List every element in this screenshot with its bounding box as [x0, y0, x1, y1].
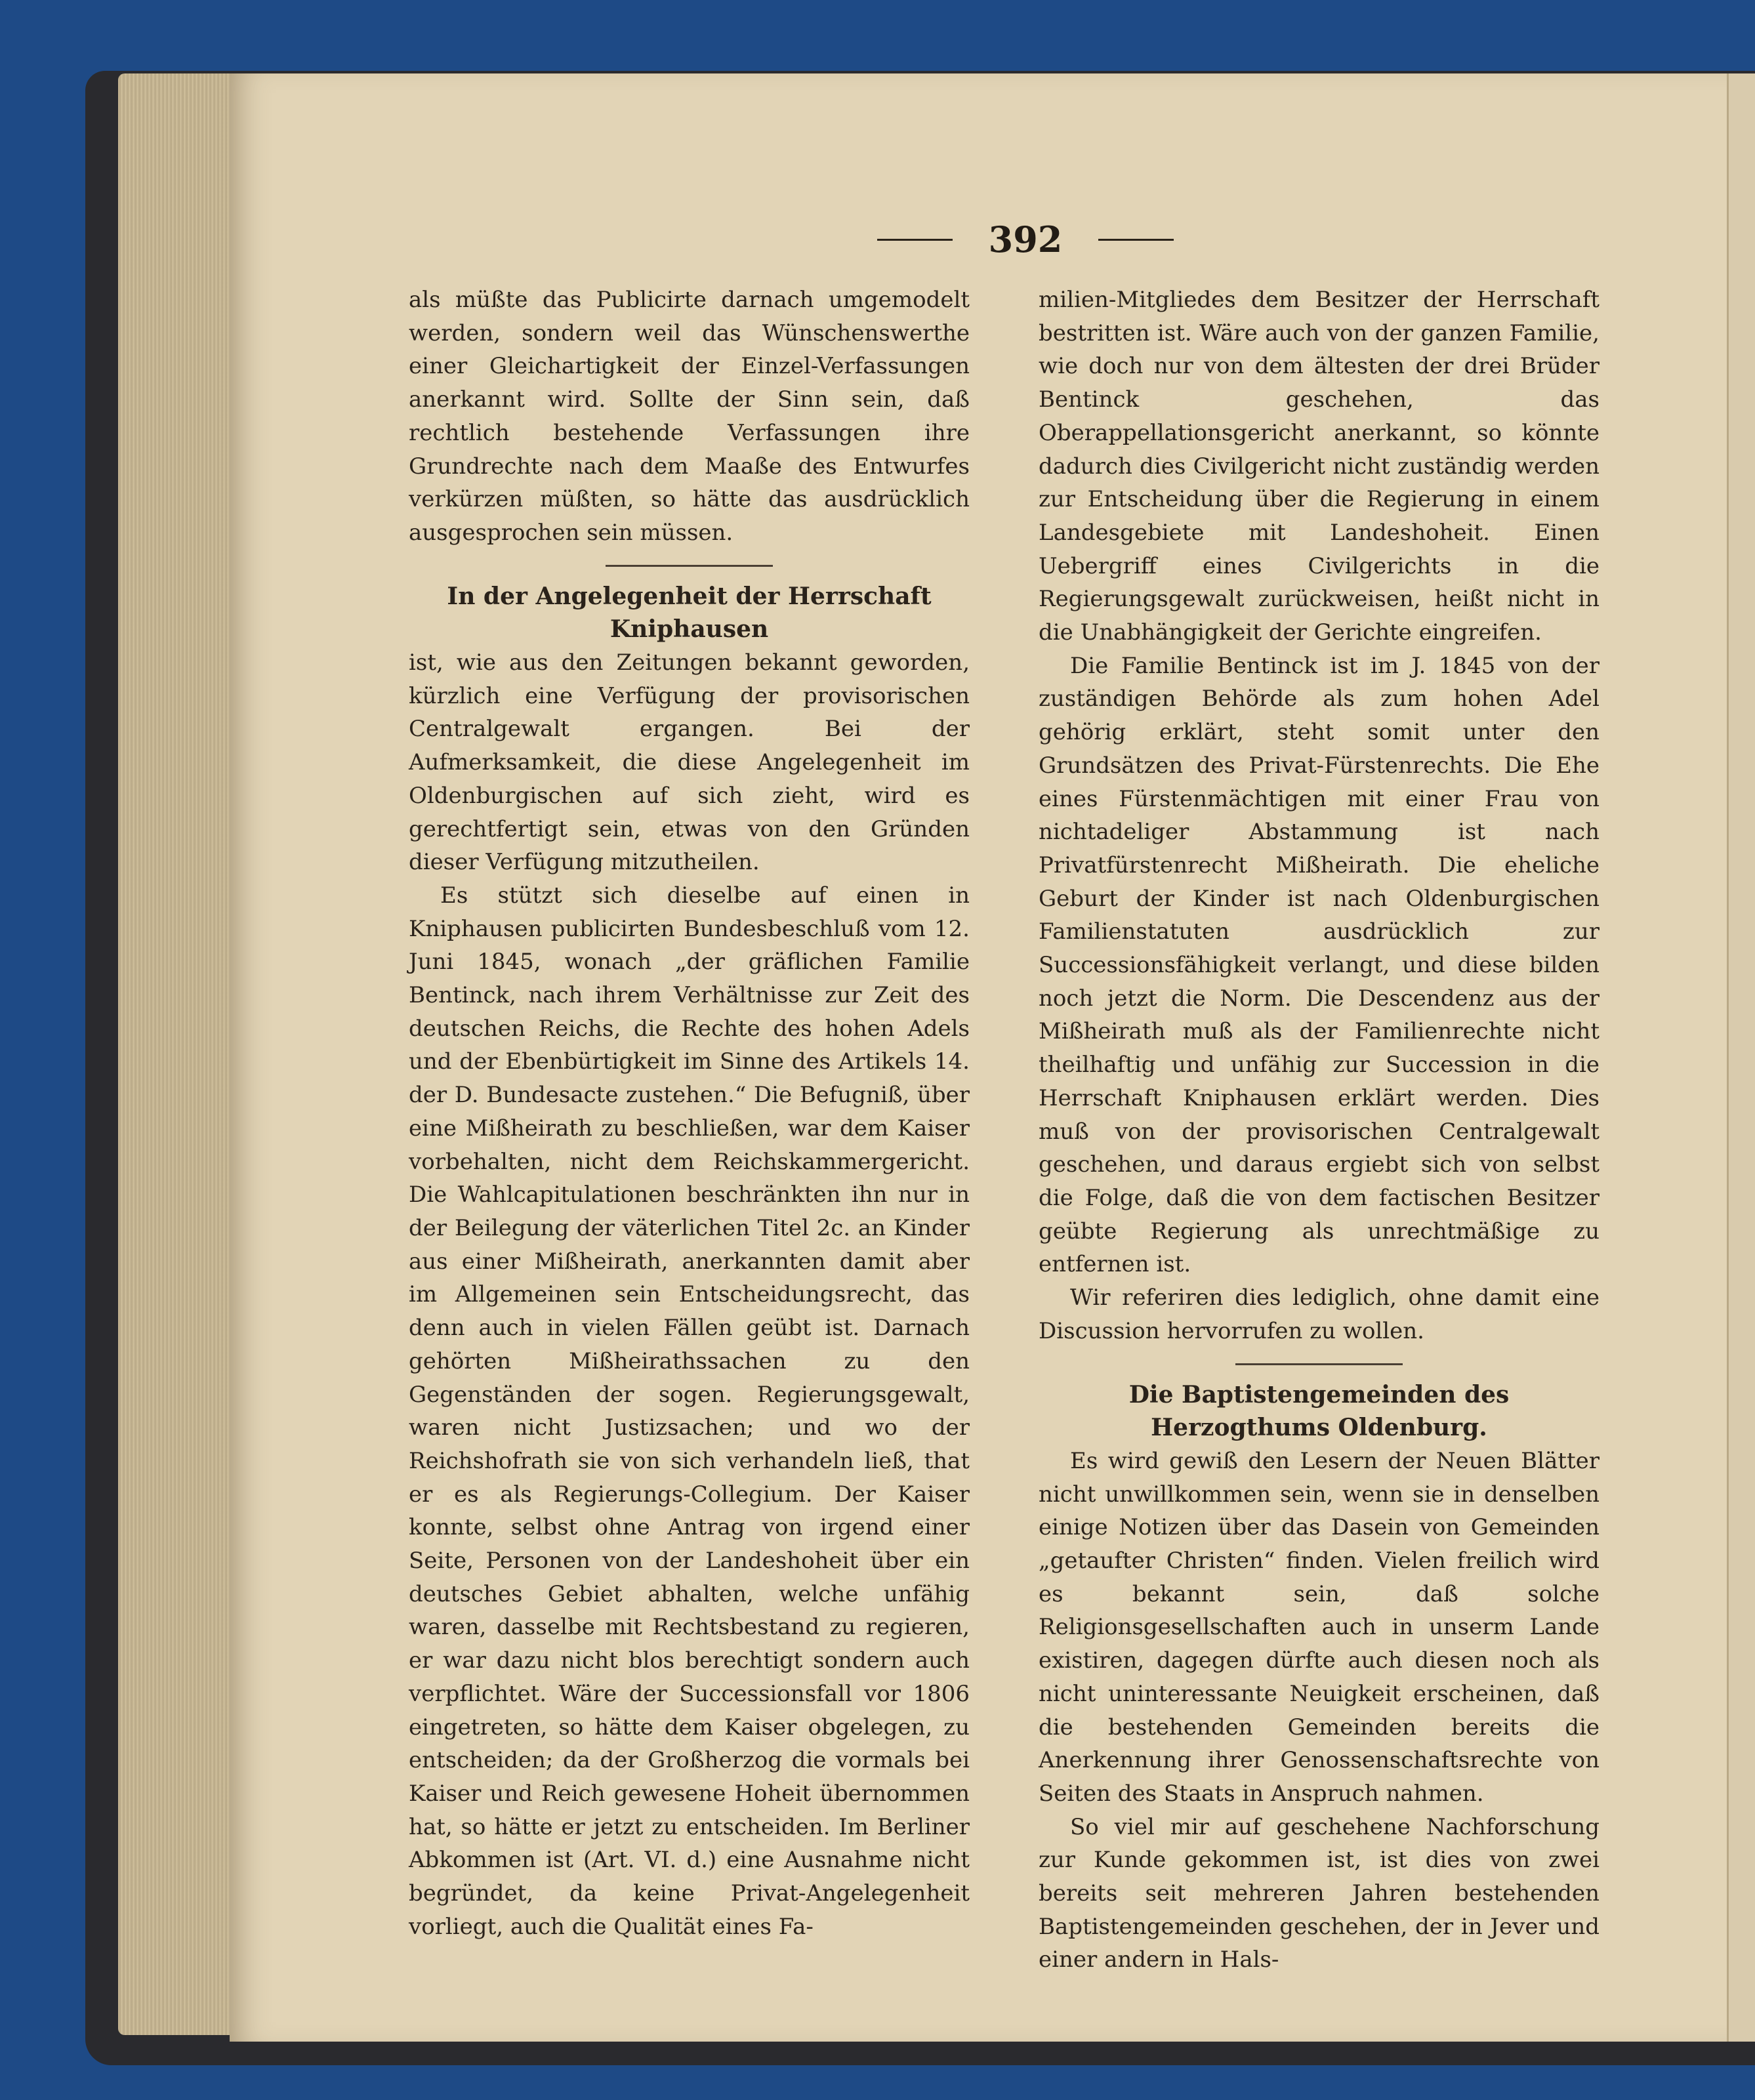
running-head	[855, 220, 1196, 259]
paragraph: Die Familie Bentinck ist im J. 1845 von der zuständigen Behörde als zum hohen Adel gehörig erklärt, steht somit unter den Grundsätzen des Privat-Fürstenrechts. Die Ehe eines Fürstenmächtigen mit einer Frau von nichtadeliger Abstammung ist nach Privatfürstenrecht Mißheirath. Die eheliche Geburt der Kinder ist nach Oldenburgischen Familienstatuten ausdrücklich zur Successionsfähigkeit verlangt, und diese bilden noch jetzt die Norm. Die Descendenz aus der Mißheirath muß als der Familienrechte nicht theilhaftig und unfähig zur Succession in die Herrschaft Kniphausen erklärt werden. Dies muß von der provisorischen Centralgewalt geschehen, und daraus ergiebt sich von selbst die Folge, daß die von dem factischen Besitzer geübte Regierung als unrechtmäßige zu entfernen ist.	[1039, 652, 1600, 1278]
header-rule-right	[1098, 239, 1174, 241]
paragraph: Wir referiren dies lediglich, ohne damit eine Discussion hervorrufen zu wollen.	[1039, 1285, 1600, 1344]
right-column	[1039, 283, 1600, 1977]
header-rule-left	[877, 239, 953, 241]
continued-paragraph: als müßte das Publicirte darnach umgemodelt werden, sondern weil das Wünschenswerthe einer Gleichartigkeit der Einzel-Verfassungen anerkannt wird. Sollte der Sinn sein, daß rechtlich bestehende Verfassungen ihre Grundrechte nach dem Maaße des Entwurfes verkürzen müßten, so hätte das ausdrücklich ausgesprochen sein müssen.	[409, 287, 970, 546]
section-divider	[1235, 1363, 1403, 1365]
paragraph: Es wird gewiß den Lesern der Neuen Blätter nicht unwillkommen sein, wenn sie in denselben einige Notizen über das Dasein von Gemeinden „getaufter Christen“ finden. Vielen freilich wird es bekannt sein, daß solche Religionsgesellschaften auch in unserm Lande existiren, dagegen dürfte auch diesen noch als nicht uninteressante Neuigkeit erscheinen, daß die bestehenden Gemeinden bereits die Anerkennung ihrer Genossenschaftsrechte von Seiten des Staats in Anspruch nahmen.	[1039, 1447, 1600, 1807]
section-heading-kniphausen: In der Angelegenheit der Herrschaft Kniphausen	[447, 582, 932, 644]
left-column	[409, 283, 970, 1943]
page-number: 392	[988, 218, 1063, 260]
paragraph: Es stützt sich dieselbe auf einen in Kniphausen publicirten Bundesbeschluß vom 12. Juni 1845, wonach „der gräflichen Familie Bentinck, nach ihrem Verhältnisse zur Zeit des deutschen Reichs, die Rechte des hohen Adels und der Ebenbürtigkeit im Sinne des Artikels 14. der D. Bundesacte zustehen.“ Die Befugniß, über eine Mißheirath zu beschließen, war dem Kaiser vorbehalten, nicht dem Reichskammergericht. Die Wahlcapitulationen beschränkten ihn nur in der Beilegung der väterlichen Titel 2c. an Kinder aus einer Mißheirath, anerkannten damit aber im Allgemeinen sein Entscheidungsrecht, das denn auch in vielen Fällen geübt ist. Darnach gehörten Mißheirathssachen zu den Gegenständen der sogen. Regierungsgewalt, waren nicht Justizsachen; und wo der Reichshofrath sie von sich verhandeln ließ, that er es als Regierungs-Collegium. Der Kaiser konnte, selbst ohne Antrag von irgend einer Seite, Personen von der Landeshoheit über ein deutsches Gebiet abhalten, welche unfähig waren, dasselbe mit Rechtsbestand zu regieren, er war dazu nicht blos berechtigt sondern auch verpflichtet. Wäre der Successionsfall vor 1806 eingetreten, so hätte dem Kaiser obgelegen, zu entscheiden; da der Großherzog die vormals bei Kaiser und Reich gewesene Hoheit übernommen hat, so hätte er jetzt zu entscheiden. Im Berliner Abkommen ist (Art. VI. d.) eine Ausnahme nicht begründet, da keine Privat-Angelegenheit vorliegt, auch die Qualität eines Fa-	[409, 882, 970, 1940]
paragraph: So viel mir auf geschehene Nachforschung zur Kunde gekommen ist, ist dies von zwei bereits seit mehreren Jahren bestehenden Baptistengemeinden geschehen, der in Jever und einer andern in Hals-	[1039, 1813, 1600, 1973]
section-divider	[606, 565, 773, 567]
continued-paragraph: milien-Mitgliedes dem Besitzer der Herrschaft bestritten ist. Wäre auch von der ganzen Familie, wie doch nur von dem ältesten der drei Brüder Bentinck geschehen, das Oberappellationsgericht anerkannt, so könnte dadurch dies Civilgericht nicht zuständig werden zur Entscheidung über die Regierung in einem Landesgebiete mit Landeshoheit. Einen Uebergriff eines Civilgerichts in die Regierungsgewalt zurückweisen, heißt nicht in die Unabhängigkeit der Gerichte eingreifen.	[1039, 287, 1600, 646]
next-page-edge	[1727, 73, 1755, 2042]
paragraph: ist, wie aus den Zeitungen bekannt geworden, kürzlich eine Verfügung der provisorischen Centralgewalt ergangen. Bei der Aufmerksamkeit, die diese Angelegenheit im Oldenburgischen auf sich zieht, wird es gerechtfertigt sein, etwas von den Gründen dieser Verfügung mitzutheilen.	[409, 649, 970, 876]
section-heading-baptisten: Die Baptistengemeinden des Herzogthums Oldenburg.	[1128, 1380, 1510, 1442]
page-edges	[118, 73, 243, 2035]
